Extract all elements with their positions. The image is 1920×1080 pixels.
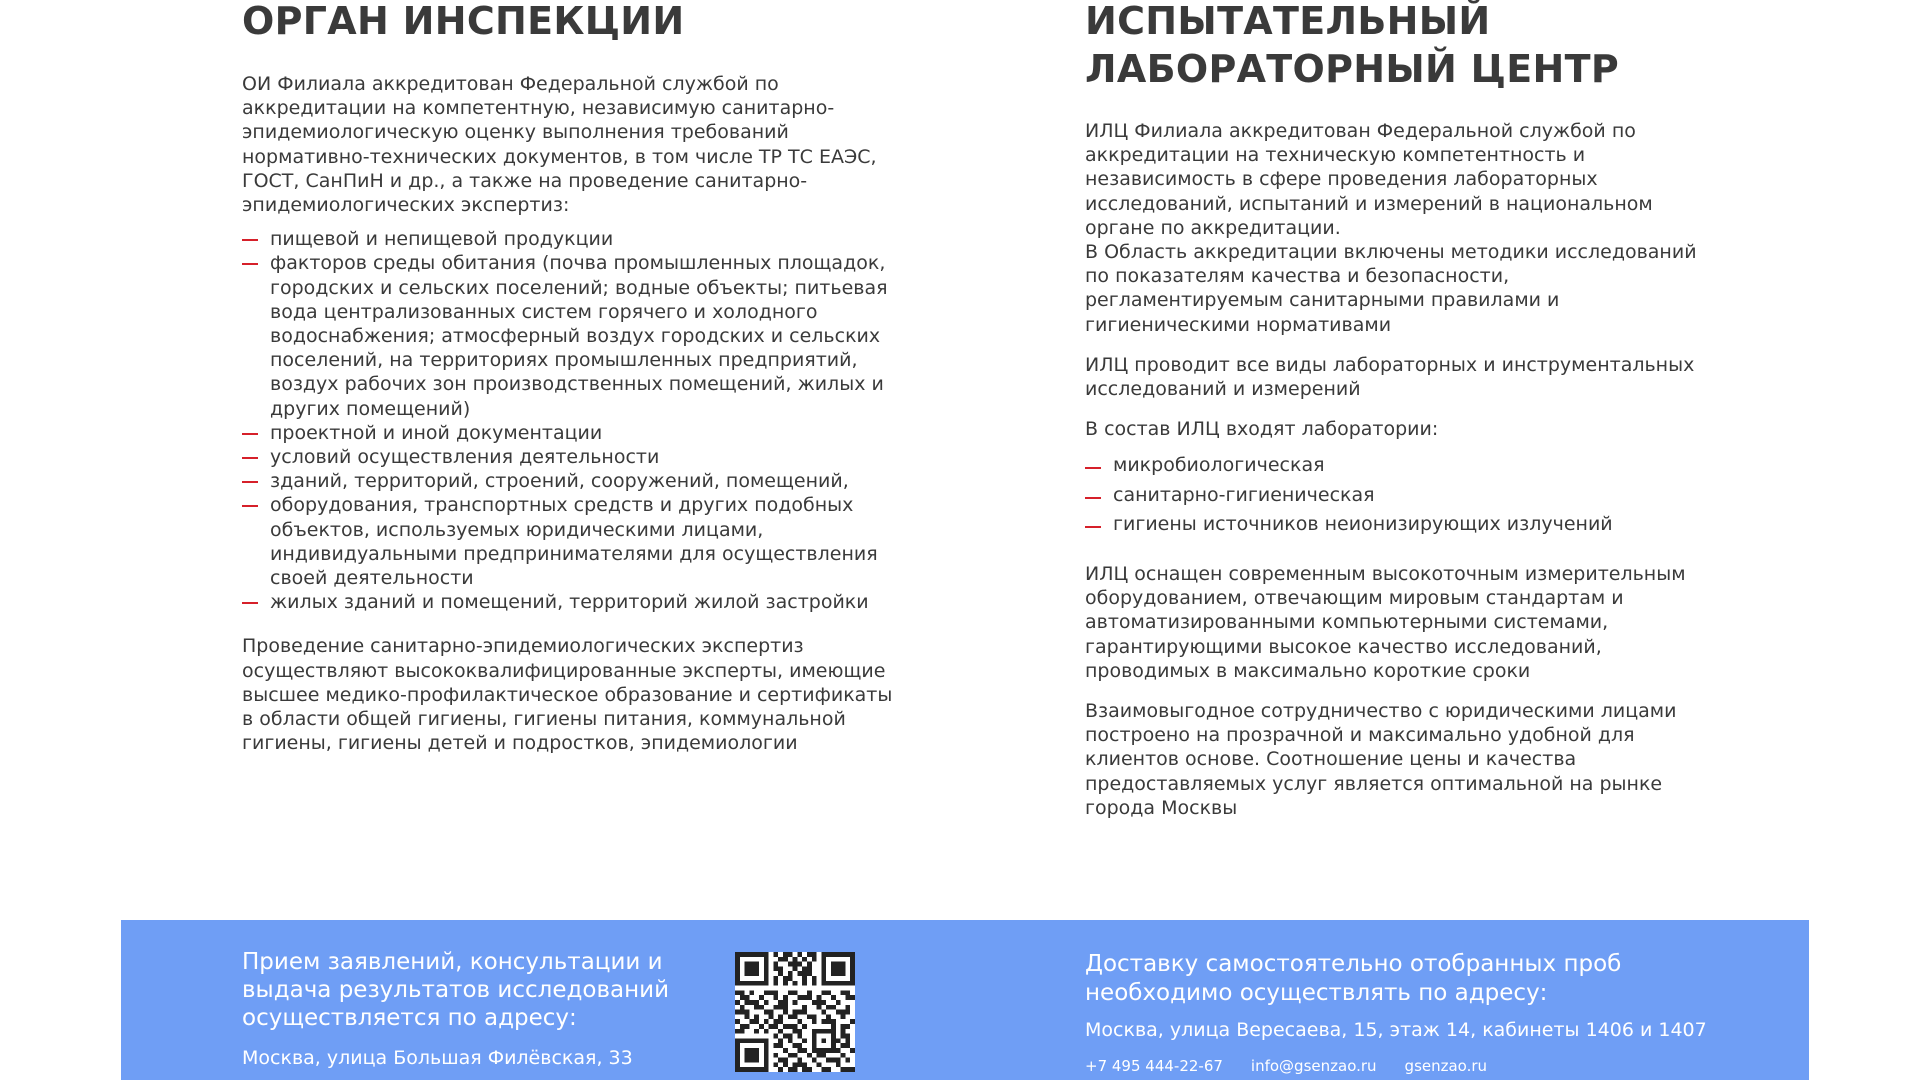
dash-bullet-icon (242, 239, 258, 241)
dash-bullet-icon (242, 263, 258, 265)
qr-code-graphic (735, 952, 855, 1072)
inspection-body-outro: Проведение санитарно-эпидемиологических экспертиз осуществляют высококвалифицированные эксперты, имеющие высшее медико-профилактическое образование и сертификаты в области общей гигиены, гигиены питания, коммунальной гигиены, гигиены детей и подростков, эпидемиологии (242, 635, 893, 755)
testing-lab-section (1085, 0, 1700, 820)
list-item: пищевой и непищевой продукции (242, 227, 902, 251)
phone-link[interactable]: +7 495 444-22-67 (1085, 1057, 1223, 1075)
inspection-body-intro: ОИ Филиала аккредитован Федеральной службой по аккредитации на компетентную, независимую санитарно-эпидемиологическую оценку выполнения требований нормативно-технических документов, в том числе ТР ТС ЕАЭС, ГОСТ, СанПиН и др., а также на проведение санитарно-эпидемиологических экспертиз: (242, 73, 877, 217)
list-item: гигиены источников неионизирующих излучений (1085, 510, 1700, 540)
list-item: зданий, территорий, строений, сооружений, помещений, (242, 469, 902, 493)
testing-lab-heading: ИСПЫТАТЕЛЬНЫЙ ЛАБОРАТОРНЫЙ ЦЕНТР (1085, 0, 1619, 91)
inspection-body-heading: ОРГАН ИНСПЕКЦИИ (242, 0, 685, 43)
testing-lab-para4: ИЛЦ оснащен современным высокоточным измерительным оборудованием, отвечающим мировым стандартам и автоматизированными компьютерными системами, гарантирующими высокое качество исследований, проводимых в максимально короткие сроки (1085, 562, 1686, 682)
list-item: микробиологическая (1085, 451, 1700, 481)
testing-lab-para1: ИЛЦ Филиала аккредитован Федеральной службой по аккредитации на техническую компетентность и независимость в сфере проведения лабораторных исследований, испытаний и измерений в национальном органе по аккредитации. (1085, 120, 1653, 239)
testing-lab-para5: Взаимовыгодное сотрудничество с юридическими лицами построено на прозрачной и максимально удобной для клиентов основе. Соотношение цены и качества предоставляемых услуг является оптимальной на рынке города Москвы (1085, 699, 1677, 819)
dash-bullet-icon (1085, 467, 1101, 469)
testing-lab-para3: В состав ИЛЦ входят лаборатории: (1085, 418, 1439, 441)
footer-reception (242, 948, 712, 1070)
list-item: жилых зданий и помещений, территорий жилой застройки (242, 590, 902, 614)
list-item: оборудования, транспортных средств и других подобных объектов, используемых юридическими лицами, индивидуальными предпринимателями для осуществления своей деятельности (242, 493, 902, 590)
list-item: санитарно-гигиеническая (1085, 481, 1700, 511)
list-item: условий осуществления деятельности (242, 445, 902, 469)
list-item: проектной и иной документации (242, 421, 902, 445)
delivery-title: Доставку самостоятельно отобранных проб необходимо осуществлять по адресу: (1085, 951, 1622, 1006)
dash-bullet-icon (242, 433, 258, 435)
dash-bullet-icon (242, 457, 258, 459)
reception-address: Москва, улица Большая Филёвская, 33 (242, 1047, 633, 1069)
list-item: факторов среды обитания (почва промышленных площадок, городских и сельских поселений; водные объекты; питьевая вода централизованных систем горячего и холодного водоснабжения; атмосферный воздух городских и сельских поселений, на территориях промышленных предприятий, воздух рабочих зон производственных помещений, жилых и других помещений) (242, 251, 902, 420)
site-link[interactable]: gsenzao.ru (1404, 1057, 1488, 1075)
contacts-row (1085, 1056, 1725, 1076)
delivery-address: Москва, улица Вересаева, 15, этаж 14, кабинеты 1406 и 1407 (1085, 1019, 1707, 1041)
qr-code-icon[interactable] (735, 952, 855, 1072)
dash-bullet-icon (1085, 497, 1101, 499)
dash-bullet-icon (1085, 526, 1101, 528)
dash-bullet-icon (242, 481, 258, 483)
inspection-body-section (242, 0, 902, 755)
testing-lab-para2: ИЛЦ проводит все виды лабораторных и инструментальных исследований и измерений (1085, 353, 1695, 401)
testing-lab-para1b: В Область аккредитации включены методики исследований по показателям качества и безопасности, регламентируемым санитарными правилами и гигиеническими нормативами (1085, 241, 1697, 336)
expertise-list (242, 227, 902, 614)
dash-bullet-icon (242, 505, 258, 507)
footer-band (121, 920, 1809, 1080)
reception-title: Прием заявлений, консультации и выдача результатов исследований осуществляется по адресу: (242, 949, 670, 1031)
footer-delivery (1085, 950, 1725, 1076)
labs-list (1085, 451, 1700, 540)
email-link[interactable]: info@gsenzao.ru (1250, 1057, 1377, 1075)
dash-bullet-icon (242, 602, 258, 604)
